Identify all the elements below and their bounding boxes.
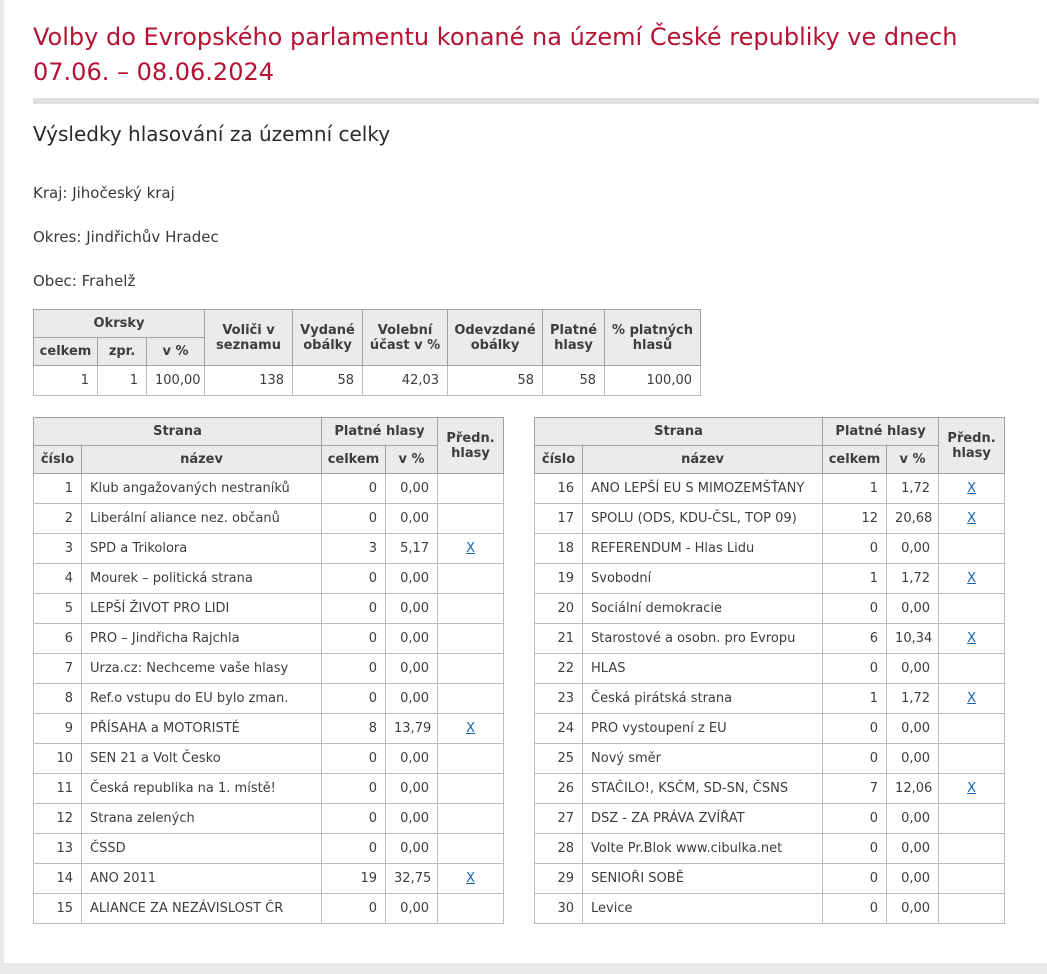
party-name: Starostové a osobn. pro Evropu bbox=[583, 624, 823, 654]
party-pref-cell bbox=[438, 564, 504, 594]
party-tables-row bbox=[33, 417, 1047, 924]
party-row bbox=[535, 714, 1005, 744]
party-name: PRO vystoupení z EU bbox=[583, 714, 823, 744]
party-pref-cell bbox=[438, 594, 504, 624]
platne-hlasy-value: 58 bbox=[543, 366, 605, 396]
party-votes-total: 0 bbox=[322, 744, 386, 774]
party-number: 19 bbox=[535, 564, 583, 594]
party-votes-total: 0 bbox=[823, 804, 887, 834]
party-name: SEN 21 a Volt Česko bbox=[82, 744, 322, 774]
party-name: ANO 2011 bbox=[82, 864, 322, 894]
celkem-header: celkem bbox=[823, 446, 887, 474]
party-number: 6 bbox=[34, 624, 82, 654]
okres-value: Jindřichův Hradec bbox=[86, 228, 219, 246]
party-pref-cell bbox=[438, 534, 504, 564]
summary-table bbox=[33, 309, 701, 396]
party-pref-cell bbox=[939, 504, 1005, 534]
kraj-value: Jihočeský kraj bbox=[72, 184, 175, 202]
party-name: Sociální demokracie bbox=[583, 594, 823, 624]
odevzdane-obalky-header: Odevzdané obálky bbox=[448, 310, 543, 366]
party-row bbox=[34, 894, 504, 924]
party-name: Strana zelených bbox=[82, 804, 322, 834]
okrsky-vpct-value: 100,00 bbox=[147, 366, 205, 396]
party-pref-cell bbox=[438, 864, 504, 894]
party-row bbox=[34, 474, 504, 504]
title-divider bbox=[33, 98, 1039, 104]
odevzdane-obalky-value: 58 bbox=[448, 366, 543, 396]
nazev-header: název bbox=[82, 446, 322, 474]
party-row bbox=[535, 564, 1005, 594]
party-number: 4 bbox=[34, 564, 82, 594]
party-votes-total: 6 bbox=[823, 624, 887, 654]
party-votes-total: 7 bbox=[823, 774, 887, 804]
volici-value: 138 bbox=[205, 366, 293, 396]
party-name: Česká pirátská strana bbox=[583, 684, 823, 714]
party-pref-cell bbox=[939, 624, 1005, 654]
party-votes-pct: 0,00 bbox=[887, 714, 939, 744]
summary-data-row bbox=[34, 366, 701, 396]
party-pref-cell bbox=[438, 744, 504, 774]
party-votes-total: 0 bbox=[322, 504, 386, 534]
party-votes-total: 0 bbox=[823, 594, 887, 624]
party-number: 10 bbox=[34, 744, 82, 774]
party-number: 3 bbox=[34, 534, 82, 564]
volebni-ucast-value: 42,03 bbox=[363, 366, 448, 396]
party-number: 28 bbox=[535, 834, 583, 864]
party-votes-total: 0 bbox=[823, 654, 887, 684]
party-row bbox=[535, 774, 1005, 804]
party-pref-cell bbox=[438, 624, 504, 654]
party-name: Volte Pr.Blok www.cibulka.net bbox=[583, 834, 823, 864]
okrsky-zpr-value: 1 bbox=[98, 366, 147, 396]
party-number: 22 bbox=[535, 654, 583, 684]
party-votes-pct: 0,00 bbox=[887, 894, 939, 924]
pref-votes-link[interactable]: X bbox=[466, 541, 475, 556]
party-pref-cell bbox=[438, 474, 504, 504]
party-pref-cell bbox=[939, 474, 1005, 504]
pref-votes-link[interactable]: X bbox=[967, 691, 977, 706]
party-votes-total: 0 bbox=[823, 864, 887, 894]
party-pref-cell bbox=[939, 684, 1005, 714]
okrsky-zpr-header: zpr. bbox=[98, 338, 147, 366]
party-votes-total: 0 bbox=[823, 714, 887, 744]
party-votes-total: 1 bbox=[823, 474, 887, 504]
party-votes-total: 0 bbox=[322, 474, 386, 504]
party-votes-pct: 0,00 bbox=[887, 594, 939, 624]
party-row bbox=[34, 564, 504, 594]
party-name: PŘÍSAHA a MOTORISTÉ bbox=[82, 714, 322, 744]
party-votes-total: 0 bbox=[322, 684, 386, 714]
party-pref-cell bbox=[438, 804, 504, 834]
party-row bbox=[34, 714, 504, 744]
okrsky-group-header: Okrsky bbox=[34, 310, 205, 338]
party-name: LEPŠÍ ŽIVOT PRO LIDI bbox=[82, 594, 322, 624]
party-number: 16 bbox=[535, 474, 583, 504]
party-header-row-2 bbox=[34, 446, 504, 474]
party-votes-total: 0 bbox=[322, 894, 386, 924]
party-name: Svobodní bbox=[583, 564, 823, 594]
obec-label: Obec: bbox=[33, 272, 77, 290]
party-votes-pct: 12,06 bbox=[887, 774, 939, 804]
party-name: ČSSD bbox=[82, 834, 322, 864]
party-row bbox=[34, 834, 504, 864]
volici-header: Voliči v seznamu bbox=[205, 310, 293, 366]
party-name: Mourek – politická strana bbox=[82, 564, 322, 594]
celkem-header: celkem bbox=[322, 446, 386, 474]
party-row bbox=[34, 534, 504, 564]
party-row bbox=[535, 624, 1005, 654]
party-number: 25 bbox=[535, 744, 583, 774]
party-pref-cell bbox=[939, 774, 1005, 804]
pref-votes-link[interactable]: X bbox=[967, 631, 977, 646]
party-row bbox=[34, 504, 504, 534]
party-number: 24 bbox=[535, 714, 583, 744]
vydane-obalky-header: Vydané obálky bbox=[293, 310, 363, 366]
summary-header-row-1 bbox=[34, 310, 701, 338]
party-pref-cell bbox=[939, 714, 1005, 744]
party-votes-total: 0 bbox=[322, 624, 386, 654]
party-table-left bbox=[33, 417, 504, 924]
party-pref-cell bbox=[939, 594, 1005, 624]
pref-votes-link[interactable]: X bbox=[967, 481, 977, 496]
party-number: 27 bbox=[535, 804, 583, 834]
party-number: 29 bbox=[535, 864, 583, 894]
party-number: 5 bbox=[34, 594, 82, 624]
pref-votes-link[interactable]: X bbox=[967, 511, 977, 526]
party-votes-total: 0 bbox=[823, 744, 887, 774]
party-votes-total: 8 bbox=[322, 714, 386, 744]
party-row bbox=[34, 864, 504, 894]
party-pref-cell bbox=[939, 864, 1005, 894]
vydane-obalky-value: 58 bbox=[293, 366, 363, 396]
okres-label: Okres: bbox=[33, 228, 82, 246]
party-row bbox=[535, 894, 1005, 924]
obec-line bbox=[33, 272, 1047, 291]
cislo-header: číslo bbox=[34, 446, 82, 474]
party-row bbox=[34, 804, 504, 834]
okrsky-vpct-header: v % bbox=[147, 338, 205, 366]
content-area bbox=[4, 0, 1047, 963]
predn-hlasy-header: Předn. hlasy bbox=[438, 418, 504, 474]
section-title: Výsledky hlasování za územní celky bbox=[33, 122, 391, 146]
cislo-header: číslo bbox=[535, 446, 583, 474]
party-row bbox=[34, 744, 504, 774]
party-row bbox=[535, 534, 1005, 564]
party-row bbox=[34, 624, 504, 654]
okrsky-celkem-value: 1 bbox=[34, 366, 98, 396]
party-number: 2 bbox=[34, 504, 82, 534]
party-number: 30 bbox=[535, 894, 583, 924]
party-votes-pct: 0,00 bbox=[386, 474, 438, 504]
party-number: 12 bbox=[34, 804, 82, 834]
party-votes-pct: 5,17 bbox=[386, 534, 438, 564]
party-pref-cell bbox=[939, 654, 1005, 684]
party-votes-pct: 1,72 bbox=[887, 474, 939, 504]
party-pref-cell bbox=[939, 894, 1005, 924]
party-votes-pct: 0,00 bbox=[887, 864, 939, 894]
party-row bbox=[34, 654, 504, 684]
page-title-line2: 07.06. – 08.06.2024 bbox=[33, 58, 275, 86]
page-title-line1: Volby do Evropského parlamentu konané na území České republiky ve dnech bbox=[33, 23, 958, 51]
strana-group-header: Strana bbox=[34, 418, 322, 446]
party-votes-pct: 0,00 bbox=[386, 504, 438, 534]
party-name: ALIANCE ZA NEZÁVISLOST ČR bbox=[82, 894, 322, 924]
party-number: 9 bbox=[34, 714, 82, 744]
vpct-header: v % bbox=[887, 446, 939, 474]
party-pref-cell bbox=[939, 744, 1005, 774]
party-votes-total: 0 bbox=[322, 564, 386, 594]
party-votes-total: 1 bbox=[823, 684, 887, 714]
party-votes-pct: 0,00 bbox=[386, 834, 438, 864]
party-votes-total: 0 bbox=[322, 594, 386, 624]
party-row bbox=[34, 684, 504, 714]
party-row bbox=[535, 594, 1005, 624]
party-votes-pct: 0,00 bbox=[887, 804, 939, 834]
party-number: 15 bbox=[34, 894, 82, 924]
party-votes-pct: 0,00 bbox=[887, 744, 939, 774]
okres-line bbox=[33, 228, 1047, 247]
party-header-row-2 bbox=[535, 446, 1005, 474]
party-votes-pct: 0,00 bbox=[386, 624, 438, 654]
party-number: 17 bbox=[535, 504, 583, 534]
pref-votes-link[interactable]: X bbox=[967, 781, 977, 796]
party-votes-pct: 0,00 bbox=[386, 894, 438, 924]
party-votes-pct: 0,00 bbox=[887, 654, 939, 684]
party-votes-pct: 1,72 bbox=[887, 564, 939, 594]
party-row bbox=[535, 504, 1005, 534]
okrsky-celkem-header: celkem bbox=[34, 338, 98, 366]
party-number: 7 bbox=[34, 654, 82, 684]
party-votes-pct: 1,72 bbox=[887, 684, 939, 714]
vpct-header: v % bbox=[386, 446, 438, 474]
party-row bbox=[535, 654, 1005, 684]
party-name: STAČILO!, KSČM, SD-SN, ČSNS bbox=[583, 774, 823, 804]
party-number: 14 bbox=[34, 864, 82, 894]
party-number: 1 bbox=[34, 474, 82, 504]
party-number: 20 bbox=[535, 594, 583, 624]
party-votes-pct: 32,75 bbox=[386, 864, 438, 894]
party-votes-total: 0 bbox=[823, 834, 887, 864]
party-votes-total: 0 bbox=[322, 834, 386, 864]
party-votes-pct: 0,00 bbox=[386, 654, 438, 684]
platne-hlasy-header: Platné hlasy bbox=[543, 310, 605, 366]
party-row bbox=[34, 774, 504, 804]
party-number: 23 bbox=[535, 684, 583, 714]
party-votes-pct: 20,68 bbox=[887, 504, 939, 534]
party-row bbox=[34, 594, 504, 624]
party-name: Ref.o vstupu do EU bylo zman. bbox=[82, 684, 322, 714]
party-pref-cell bbox=[939, 534, 1005, 564]
obec-value: Frahelž bbox=[81, 272, 136, 290]
party-row bbox=[535, 864, 1005, 894]
party-number: 11 bbox=[34, 774, 82, 804]
party-votes-total: 3 bbox=[322, 534, 386, 564]
pref-votes-link[interactable]: X bbox=[466, 871, 475, 886]
party-votes-pct: 0,00 bbox=[386, 594, 438, 624]
party-name: REFERENDUM - Hlas Lidu bbox=[583, 534, 823, 564]
party-votes-pct: 0,00 bbox=[887, 534, 939, 564]
pref-votes-link[interactable]: X bbox=[466, 721, 475, 736]
party-pref-cell bbox=[939, 564, 1005, 594]
strana-group-header: Strana bbox=[535, 418, 823, 446]
party-name: Levice bbox=[583, 894, 823, 924]
kraj-label: Kraj: bbox=[33, 184, 68, 202]
pct-platnych-header: % platných hlasů bbox=[605, 310, 701, 366]
platne-hlasy-group-header: Platné hlasy bbox=[322, 418, 438, 446]
party-number: 8 bbox=[34, 684, 82, 714]
party-name: Klub angažovaných nestraníků bbox=[82, 474, 322, 504]
party-votes-total: 0 bbox=[322, 804, 386, 834]
party-name: Česká republika na 1. místě! bbox=[82, 774, 322, 804]
party-header-row-1 bbox=[34, 418, 504, 446]
party-row bbox=[535, 744, 1005, 774]
party-votes-pct: 0,00 bbox=[386, 564, 438, 594]
volebni-ucast-header: Volební účast v % bbox=[363, 310, 448, 366]
party-votes-pct: 10,34 bbox=[887, 624, 939, 654]
party-row bbox=[535, 804, 1005, 834]
party-name: PRO – Jindřicha Rajchla bbox=[82, 624, 322, 654]
party-pref-cell bbox=[438, 834, 504, 864]
party-number: 18 bbox=[535, 534, 583, 564]
party-votes-total: 19 bbox=[322, 864, 386, 894]
party-pref-cell bbox=[438, 894, 504, 924]
party-row bbox=[535, 474, 1005, 504]
predn-hlasy-header: Předn. hlasy bbox=[939, 418, 1005, 474]
kraj-line bbox=[33, 184, 1047, 203]
party-header-row-1 bbox=[535, 418, 1005, 446]
party-name: DSZ - ZA PRÁVA ZVÍŘAT bbox=[583, 804, 823, 834]
party-votes-total: 0 bbox=[823, 894, 887, 924]
platne-hlasy-group-header: Platné hlasy bbox=[823, 418, 939, 446]
party-name: HLAS bbox=[583, 654, 823, 684]
party-pref-cell bbox=[438, 684, 504, 714]
party-name: Liberální aliance nez. občanů bbox=[82, 504, 322, 534]
party-pref-cell bbox=[939, 834, 1005, 864]
party-pref-cell bbox=[939, 804, 1005, 834]
party-votes-pct: 0,00 bbox=[386, 684, 438, 714]
party-votes-pct: 0,00 bbox=[386, 804, 438, 834]
party-name: Nový směr bbox=[583, 744, 823, 774]
pct-platnych-value: 100,00 bbox=[605, 366, 701, 396]
party-pref-cell bbox=[438, 654, 504, 684]
party-votes-pct: 0,00 bbox=[386, 744, 438, 774]
page-title bbox=[33, 20, 1047, 90]
party-votes-total: 0 bbox=[823, 534, 887, 564]
party-name: Urza.cz: Nechceme vaše hlasy bbox=[82, 654, 322, 684]
party-table-right bbox=[534, 417, 1005, 924]
party-number: 26 bbox=[535, 774, 583, 804]
party-name: SENIOŘI SOBĚ bbox=[583, 864, 823, 894]
party-number: 21 bbox=[535, 624, 583, 654]
party-votes-pct: 0,00 bbox=[887, 834, 939, 864]
party-name: SPD a Trikolora bbox=[82, 534, 322, 564]
party-pref-cell bbox=[438, 774, 504, 804]
party-votes-total: 0 bbox=[322, 774, 386, 804]
party-pref-cell bbox=[438, 714, 504, 744]
party-pref-cell bbox=[438, 504, 504, 534]
party-votes-pct: 0,00 bbox=[386, 774, 438, 804]
party-row bbox=[535, 834, 1005, 864]
party-name: ANO LEPŠÍ EU S MIMOZEMŠŤANY bbox=[583, 474, 823, 504]
party-votes-total: 0 bbox=[322, 654, 386, 684]
party-votes-total: 12 bbox=[823, 504, 887, 534]
party-votes-total: 1 bbox=[823, 564, 887, 594]
party-name: SPOLU (ODS, KDU-ČSL, TOP 09) bbox=[583, 504, 823, 534]
party-row bbox=[535, 684, 1005, 714]
party-votes-pct: 13,79 bbox=[386, 714, 438, 744]
pref-votes-link[interactable]: X bbox=[967, 571, 977, 586]
party-number: 13 bbox=[34, 834, 82, 864]
nazev-header: název bbox=[583, 446, 823, 474]
